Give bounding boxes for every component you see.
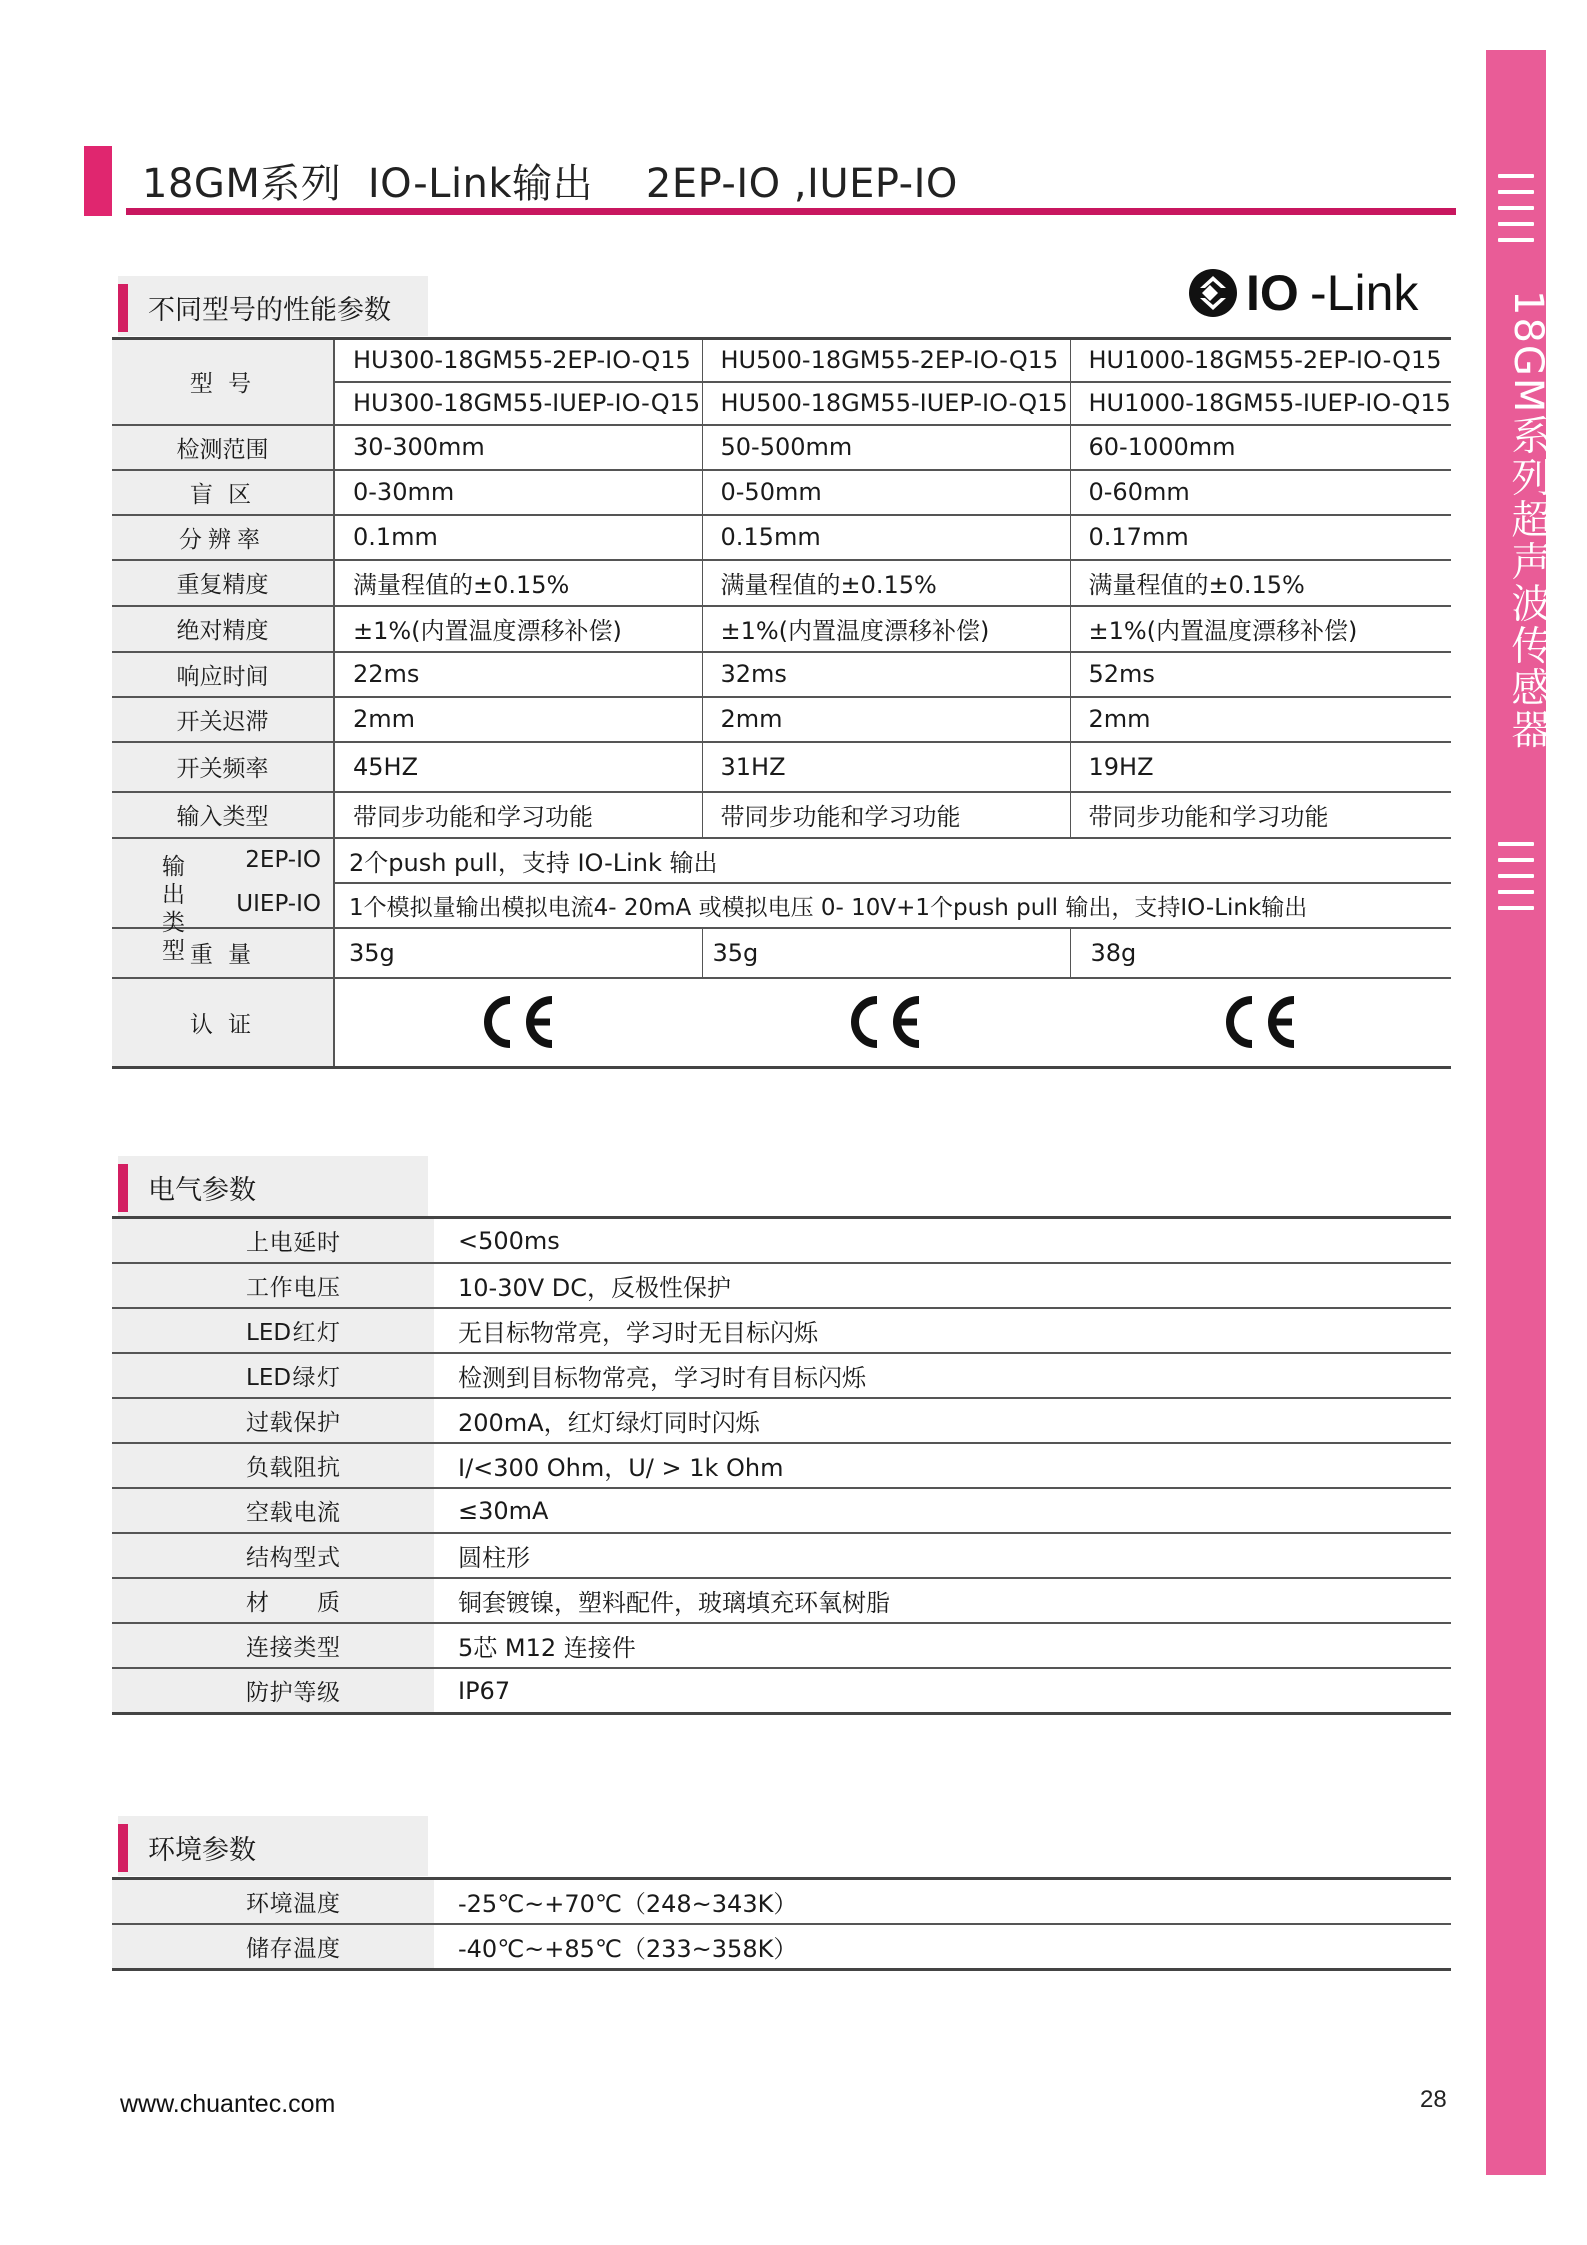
row-label: 重 量 [112, 928, 334, 978]
model-cell: HU1000-18GM55-IUEP-IO-Q15 [1070, 382, 1451, 425]
logo-text-rest: -Link [1310, 265, 1419, 321]
cell: 35g [334, 928, 702, 978]
row-value: <500ms [434, 1218, 1451, 1264]
row-label: 开关迟滞 [112, 697, 334, 742]
row-label: 检测范围 [112, 425, 334, 470]
table-row [112, 339, 1451, 382]
row-label: 重复精度 [112, 560, 334, 606]
section-accent [118, 284, 128, 332]
cell: 35g [702, 928, 1070, 978]
row-label: 负载阻抗 [112, 1443, 434, 1488]
table-row [112, 515, 1451, 560]
table-row [112, 652, 1451, 697]
cell: 52ms [1070, 652, 1451, 697]
table-row [112, 1623, 1451, 1668]
ce-mark-icon [841, 992, 931, 1052]
cell: 0.1mm [334, 515, 702, 560]
cell: 带同步功能和学习功能 [334, 792, 702, 838]
cell: 45HZ [334, 742, 702, 792]
table-row [112, 1578, 1451, 1623]
title-accent-bar [84, 146, 112, 216]
cell: 带同步功能和学习功能 [1070, 792, 1451, 838]
table-row [112, 792, 1451, 838]
model-cell: HU300-18GM55-2EP-IO-Q15 [334, 339, 702, 382]
row-label: 材质 [112, 1578, 434, 1623]
row-value: ≤30mA [434, 1488, 1451, 1533]
row-label: 过载保护 [112, 1398, 434, 1443]
table-row [112, 425, 1451, 470]
side-decoration [1498, 190, 1534, 194]
section-header-electrical [118, 1156, 428, 1216]
side-decoration [1498, 890, 1534, 894]
ce-mark-icon [474, 992, 564, 1052]
ce-mark-cell [702, 978, 1070, 1068]
row-label: 结构型式 [112, 1533, 434, 1578]
table-row [112, 1398, 1451, 1443]
cell: 19HZ [1070, 742, 1451, 792]
footer-website-link[interactable]: www.chuantec.com [120, 2090, 336, 2118]
electrical-table [112, 1216, 1451, 1715]
row-label: 分辨率 [112, 515, 334, 560]
cell: 31HZ [702, 742, 1070, 792]
table-row [112, 978, 1451, 1068]
row-label: 储存温度 [112, 1924, 434, 1970]
page-title: 18GM系列 IO-Link输出 2EP-IO ,IUEP-IO [142, 161, 958, 207]
output-uiep-value: 1个模拟量输出模拟电流4- 20mA 或模拟电压 0- 10V+1个push pull 输出，支持IO-Link输出 [334, 883, 1451, 928]
row-value: 圆柱形 [434, 1533, 1451, 1578]
table-row [112, 1533, 1451, 1578]
row-label: 上电延时 [112, 1218, 434, 1264]
model-cell: HU500-18GM55-IUEP-IO-Q15 [702, 382, 1070, 425]
table-row [112, 1263, 1451, 1308]
model-cell: HU300-18GM55-IUEP-IO-Q15 [334, 382, 702, 425]
page-number: 28 [1420, 2086, 1447, 2113]
table-row [112, 1218, 1451, 1264]
row-value: IP67 [434, 1668, 1451, 1714]
row-label: 认 证 [112, 978, 334, 1068]
cell: 0-50mm [702, 470, 1070, 515]
side-decoration [1498, 906, 1534, 910]
ce-mark-cell [1070, 978, 1451, 1068]
side-band-title: 18GM系列超声波传感器 [1505, 290, 1551, 751]
table-row [112, 697, 1451, 742]
side-decoration [1498, 874, 1534, 878]
row-value: 无目标物常亮，学习时无目标闪烁 [434, 1308, 1451, 1353]
row-value: 检测到目标物常亮，学习时有目标闪烁 [434, 1353, 1451, 1398]
model-cell: HU500-18GM55-2EP-IO-Q15 [702, 339, 1070, 382]
side-decoration [1498, 858, 1534, 862]
row-value: I/<300 Ohm，U/ > 1k Ohm [434, 1443, 1451, 1488]
table-row [112, 1443, 1451, 1488]
cell: 满量程值的±0.15% [702, 560, 1070, 606]
side-decoration [1498, 842, 1534, 846]
side-decoration [1498, 174, 1534, 178]
table-row [112, 606, 1451, 652]
row-label: 开关频率 [112, 742, 334, 792]
cell: ±1%(内置温度漂移补偿) [1070, 606, 1451, 652]
cell: 满量程值的±0.15% [1070, 560, 1451, 606]
io-link-logo [1188, 258, 1443, 328]
performance-table [112, 337, 1451, 1069]
table-row [112, 470, 1451, 515]
output-2ep-label: 2EP-IO [245, 846, 321, 873]
row-label: 绝对精度 [112, 606, 334, 652]
cell: 0-60mm [1070, 470, 1451, 515]
table-row [112, 1668, 1451, 1714]
row-value: 10-30V DC，反极性保护 [434, 1263, 1451, 1308]
row-value: 铜套镀镍，塑料配件，玻璃填充环氧树脂 [434, 1578, 1451, 1623]
cell: 0.15mm [702, 515, 1070, 560]
cell: 30-300mm [334, 425, 702, 470]
section-title: 不同型号的性能参数 [148, 295, 391, 326]
table-row [112, 1353, 1451, 1398]
cell: 2mm [702, 697, 1070, 742]
row-label: 防护等级 [112, 1668, 434, 1714]
output-uiep-label: UIEP-IO [236, 890, 321, 917]
side-decoration [1498, 238, 1534, 242]
environment-table [112, 1877, 1451, 1971]
side-decoration [1498, 206, 1534, 210]
logo-text-bold: IO [1246, 265, 1299, 321]
cell: 0-30mm [334, 470, 702, 515]
cell: 22ms [334, 652, 702, 697]
row-value: -40℃~+85℃（233~358K） [434, 1924, 1451, 1970]
cell: ±1%(内置温度漂移补偿) [334, 606, 702, 652]
cell: 带同步功能和学习功能 [702, 792, 1070, 838]
row-label: 工作电压 [112, 1263, 434, 1308]
cell: 50-500mm [702, 425, 1070, 470]
row-value: -25℃~+70℃（248~343K） [434, 1879, 1451, 1925]
table-row [112, 1879, 1451, 1925]
ce-mark-cell [334, 978, 702, 1068]
row-label: 输入类型 [112, 792, 334, 838]
cell: 60-1000mm [1070, 425, 1451, 470]
table-row [112, 1924, 1451, 1970]
cell: 0.17mm [1070, 515, 1451, 560]
ce-mark-icon [1216, 992, 1306, 1052]
output-type-label: 输出类型 [162, 853, 185, 964]
row-value: 5芯 M12 连接件 [434, 1623, 1451, 1668]
model-label: 型 号 [112, 339, 334, 425]
row-label: 响应时间 [112, 652, 334, 697]
row-label: 盲 区 [112, 470, 334, 515]
table-row [112, 1308, 1451, 1353]
cell: 2mm [334, 697, 702, 742]
io-link-logo-icon [1188, 258, 1443, 328]
side-decoration [1498, 222, 1534, 226]
table-row [112, 560, 1451, 606]
row-value: 200mA，红灯绿灯同时闪烁 [434, 1398, 1451, 1443]
section-accent [118, 1164, 128, 1212]
section-header-performance [118, 276, 428, 336]
table-row [112, 928, 1451, 978]
section-title: 电气参数 [148, 1175, 256, 1206]
row-label: 连接类型 [112, 1623, 434, 1668]
table-row [112, 1488, 1451, 1533]
title-underline [126, 208, 1456, 215]
cell: 满量程值的±0.15% [334, 560, 702, 606]
table-row [112, 838, 1451, 883]
table-row [112, 742, 1451, 792]
cell: 38g [1070, 928, 1451, 978]
model-cell: HU1000-18GM55-2EP-IO-Q15 [1070, 339, 1451, 382]
cell: 32ms [702, 652, 1070, 697]
section-title: 环境参数 [148, 1835, 256, 1866]
section-header-environment [118, 1816, 428, 1876]
row-label: 空载电流 [112, 1488, 434, 1533]
row-label: LED绿灯 [112, 1353, 434, 1398]
section-accent [118, 1824, 128, 1872]
cell: ±1%(内置温度漂移补偿) [702, 606, 1070, 652]
output-2ep-value: 2个push pull，支持 IO-Link 输出 [334, 838, 1451, 883]
row-label: LED红灯 [112, 1308, 434, 1353]
row-label: 环境温度 [112, 1879, 434, 1925]
cell: 2mm [1070, 697, 1451, 742]
